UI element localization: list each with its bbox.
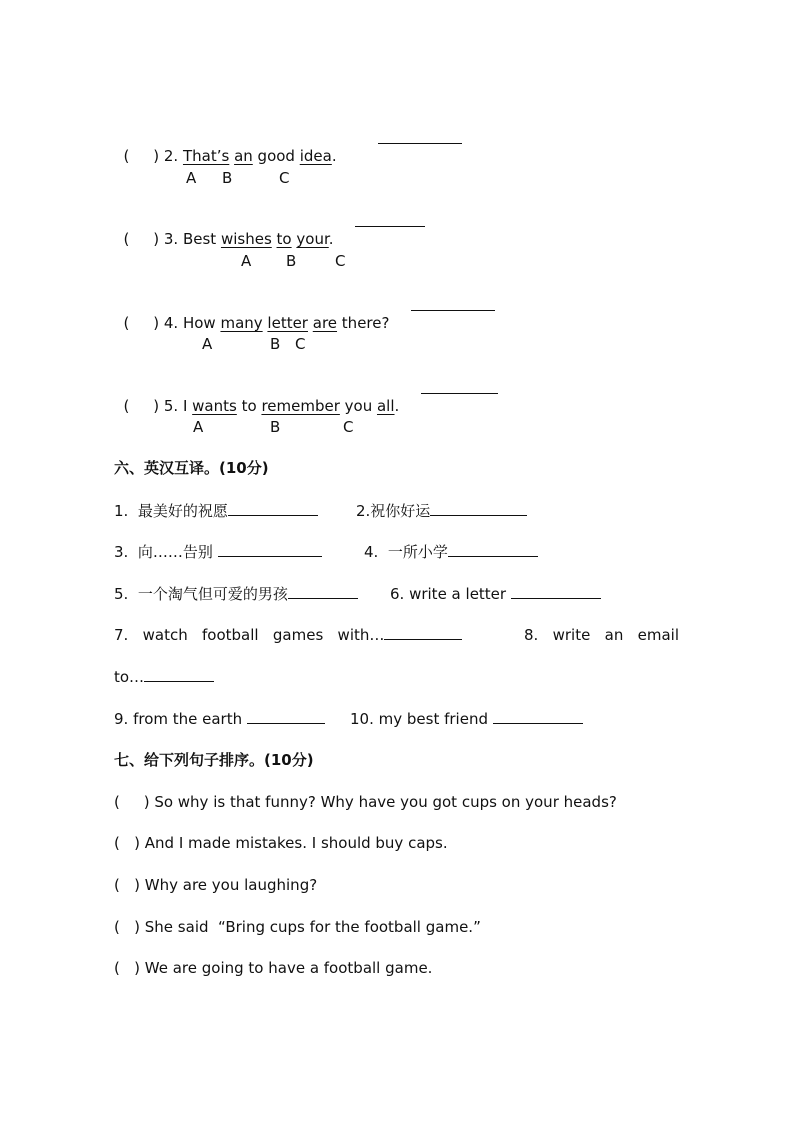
option-label-b: B: [270, 418, 281, 436]
option-label-a: A: [193, 418, 204, 436]
option-label-c: C: [279, 169, 290, 187]
option-label-b: B: [222, 169, 233, 187]
answer-blank[interactable]: [228, 501, 318, 516]
answer-paren[interactable]: ( ): [114, 793, 150, 811]
option-label-c: C: [343, 418, 354, 436]
option-b-word: letter: [267, 314, 308, 332]
order-sentence-4: ( ) She said “Bring cups for the football game.”: [114, 918, 481, 936]
option-label-a: A: [202, 335, 213, 353]
section-7-heading: 七、给下列句子排序。(10分): [114, 751, 314, 769]
answer-blank[interactable]: [288, 584, 358, 599]
answer-blank[interactable]: [218, 542, 322, 557]
answer-blank[interactable]: [421, 379, 498, 394]
option-b-word: to: [276, 230, 292, 248]
order-sentence-3: ( ) Why are you laughing?: [114, 876, 318, 894]
translate-item-6: 6. write a letter: [390, 584, 601, 604]
answer-blank[interactable]: [448, 542, 538, 557]
question-2: ( ) 2. That’s an good idea.: [123, 147, 337, 165]
option-a-word: wants: [192, 397, 237, 415]
option-label-b: B: [286, 252, 297, 270]
answer-paren[interactable]: ( ): [123, 314, 160, 332]
option-c-word: are: [312, 314, 338, 332]
option-a-word: wishes: [220, 230, 272, 248]
answer-paren[interactable]: ( ): [114, 918, 141, 936]
question-4: ( ) 4. How many letter are there?: [123, 314, 390, 332]
order-sentence-2: ( ) And I made mistakes. I should buy caps.: [114, 834, 448, 852]
translate-item-7: 7. watch football games with…: [114, 625, 462, 645]
translate-item-2: 2.祝你好运: [356, 501, 527, 521]
option-c-word: idea: [299, 147, 332, 165]
answer-paren[interactable]: ( ): [114, 834, 141, 852]
option-c-word: all: [376, 397, 395, 415]
option-c-word: your: [296, 230, 329, 248]
answer-blank[interactable]: [247, 709, 325, 724]
translate-item-8-cont: to…: [114, 667, 214, 687]
section-6-heading: 六、英汉互译。(10分): [114, 459, 269, 477]
answer-blank[interactable]: [430, 501, 527, 516]
order-sentence-1: ( ) So why is that funny? Why have you got cups on your heads?: [114, 793, 617, 811]
answer-paren[interactable]: ( ): [114, 959, 141, 977]
translate-item-4: 4. 一所小学: [364, 542, 538, 562]
option-label-c: C: [335, 252, 346, 270]
answer-paren[interactable]: ( ): [114, 876, 141, 894]
option-b-word: an: [234, 147, 253, 165]
answer-blank[interactable]: [355, 212, 425, 227]
question-3: ( ) 3. Best wishes to your.: [123, 230, 334, 248]
answer-paren[interactable]: ( ): [123, 397, 160, 415]
option-label-a: A: [186, 169, 197, 187]
translate-item-10: 10. my best friend: [350, 709, 583, 729]
translate-item-3: 3. 向……告别: [114, 542, 322, 562]
answer-blank[interactable]: [378, 129, 462, 144]
answer-paren[interactable]: ( ): [123, 230, 160, 248]
option-label-c: C: [295, 335, 306, 353]
answer-blank[interactable]: [144, 667, 214, 682]
translate-item-5: 5. 一个淘气但可爱的男孩: [114, 584, 358, 604]
answer-blank[interactable]: [493, 709, 583, 724]
answer-blank[interactable]: [411, 296, 495, 311]
answer-blank[interactable]: [511, 584, 601, 599]
answer-paren[interactable]: ( ): [123, 147, 160, 165]
option-b-word: remember: [261, 397, 340, 415]
option-a-word: many: [220, 314, 263, 332]
question-5: ( ) 5. I wants to remember you all.: [123, 397, 400, 415]
order-sentence-5: ( ) We are going to have a football game.: [114, 959, 433, 977]
translate-item-8: 8. write an email: [524, 626, 680, 644]
option-label-a: A: [241, 252, 252, 270]
option-label-b: B: [270, 335, 281, 353]
translate-item-9: 9. from the earth: [114, 709, 325, 729]
answer-blank[interactable]: [384, 625, 462, 640]
option-a-word: That’s: [182, 147, 230, 165]
translate-item-1: 1. 最美好的祝愿: [114, 501, 318, 521]
